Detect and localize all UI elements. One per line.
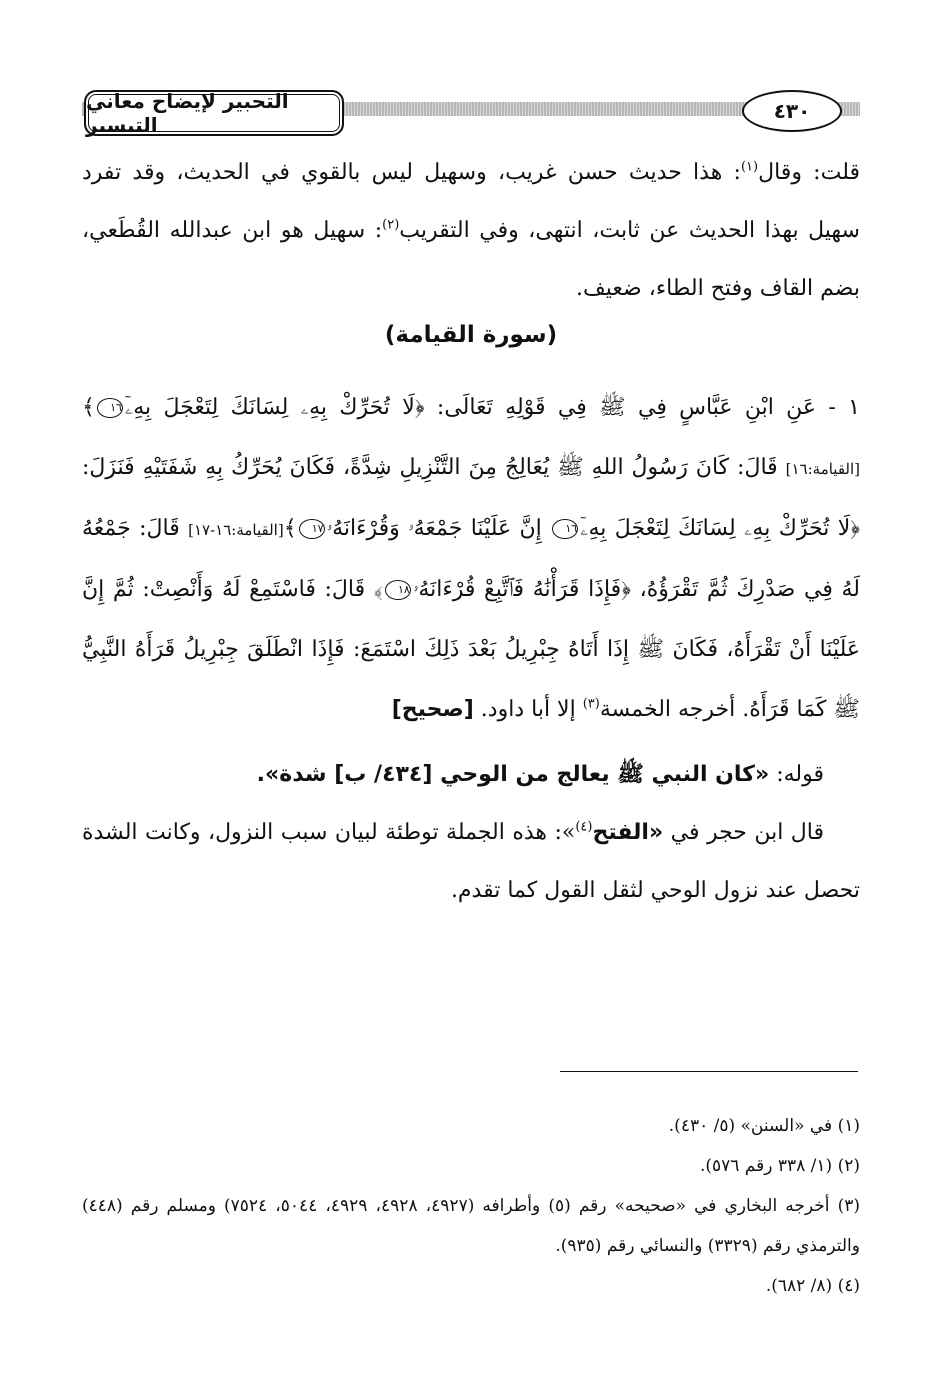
hadith-part-3: قَالَ: كَانَ رَسُولُ اللهِ ﷺ يُعَالِجُ مِنَ التَّنْزِيلِ شِدَّةً، فَكَانَ يُحَرِّكُ بِهِ شَفَتَيْهِ فَنَزَلَ: ﴿لَا تُحَرِّكْ بِهِۦ لِسَانَكَ لِتَعْجَلَ بِهِۦٓ: [82, 455, 860, 541]
footnote-2: (٢) (١/ ٣٣٨ رقم ٥٧٦).: [699, 1156, 860, 1176]
footnote-ref-1: (١): [740, 159, 759, 175]
intro-text-3: : سهيل هو ابن عبدالله القُطَعي، بضم القاف وفتح الطاء، ضعيف.: [82, 218, 860, 301]
intro-text: [82, 144, 860, 318]
hadith-part-2: ﴾: [82, 395, 95, 420]
page-number: ٤٣٠: [742, 90, 842, 132]
commentary-intro: قال ابن حجر في: [663, 820, 824, 845]
hadith-part-1: ١ - عَنِ ابْنِ عَبَّاسٍ فِي ﷺ فِي قَوْلِهِ تَعَالَى: ﴿لَا تُحَرِّكْ بِهِۦ لِسَانَكَ لِتَعْجَلَ بِهِۦٓ: [124, 395, 860, 420]
footnote-ref-4: (٤): [575, 819, 593, 835]
intro-text-2: : هذا حديث حسن غريب، وسهيل ليس بالقوي في الحديث، وقد تفرد سهيل بهذا الحديث عن ثابت، انتهى، وفي التقريب: [82, 160, 860, 243]
footnote-divider: [560, 1071, 858, 1072]
footnotes: [82, 1106, 860, 1306]
quran-reference: [القيامة:١٦-١٧]: [188, 521, 284, 539]
commentary-quote: [82, 746, 860, 804]
commentary-body: »: هذه الجملة توطئة لبيان سبب النزول، وكانت الشدة تحصل عند نزول الوحي لثقل القول كما تقدم.: [82, 820, 860, 903]
verse-number: ١٦: [97, 398, 123, 418]
commentary-block: [82, 746, 860, 920]
commentary-lead: قوله:: [769, 762, 824, 787]
hadith-block: [82, 378, 860, 740]
book-title: التحبير لإيضاح معاني التيسير: [84, 90, 344, 136]
hadith-text: [82, 378, 860, 740]
section-heading: (سورة القيامة): [384, 322, 558, 348]
verse-number: ١٦: [552, 519, 578, 539]
footnote-1: (١) في «السنن» (٥/ ٤٣٠).: [668, 1116, 860, 1136]
page-header: [82, 84, 860, 138]
commentary-source: «الفتح: [592, 820, 664, 845]
verse-number: ١٧: [299, 519, 325, 539]
commentary-text: [82, 804, 860, 920]
footnote-ref-2: (٢): [382, 217, 400, 233]
hadith-part-6: قَالَ: جَمْعُهُ لَهُ فِي صَدْرِكَ ثُمَّ تَقْرَؤُهُ، ﴿فَإِذَا قَرَأْنَٰهُ فَٱتَّبِعْ قُرْءَانَهُۥ: [82, 516, 860, 602]
hadith-part-7: ﴾ قَالَ: فَاسْتَمِعْ لَهُ وَأَنْصِتْ: ثُمَّ إِنَّ عَلَيْنَا أَنْ تَقْرَأَهُ، فَكَانَ ﷺ إِذَا أَتَاهُ جِبْرِيلُ بَعْدَ ذَلِكَ اسْتَمَعَ: فَإِذَا انْطَلَقَ جِبْرِيلُ قَرَأَهُ النَّبِيُّ ﷺ كَمَا قَرَأَهُ. أخرجه الخمسة: [82, 577, 860, 722]
hadith-grade: [صحيح]: [391, 697, 474, 722]
hadith-part-8: إلا أبا داود.: [480, 697, 576, 722]
hadith-part-4: إِنَّ عَلَيْنَا جَمْعَهُۥ وَقُرْءَانَهُۥ: [326, 516, 542, 541]
intro-paragraph: [82, 144, 860, 318]
footnote-3: (٣) أخرجه البخاري في «صحيحه» رقم (٥) وأطرافه (٤٩٢٧، ٤٩٢٨، ٤٩٢٩، ٥٠٤٤، ٧٥٢٤) ومسلم رقم (٤٤٨) والترمذي رقم (٣٣٢٩) والنسائي رقم (٩٣٥).: [82, 1196, 861, 1256]
verse-number: ١٨: [385, 580, 411, 600]
hadith-part-5: ﴾: [283, 516, 297, 541]
commentary-quoted-text: «كان النبي ﷺ يعالج من الوحي [٤٣٤/ ب] شدة».: [256, 762, 770, 787]
intro-text-1: قلت: وقال: [758, 160, 860, 185]
quran-reference: [القيامة:١٦]: [785, 460, 860, 478]
footnote-4: (٤) (٨/ ٦٨٢).: [765, 1276, 860, 1296]
footnote-ref-3: (٣): [582, 696, 600, 712]
